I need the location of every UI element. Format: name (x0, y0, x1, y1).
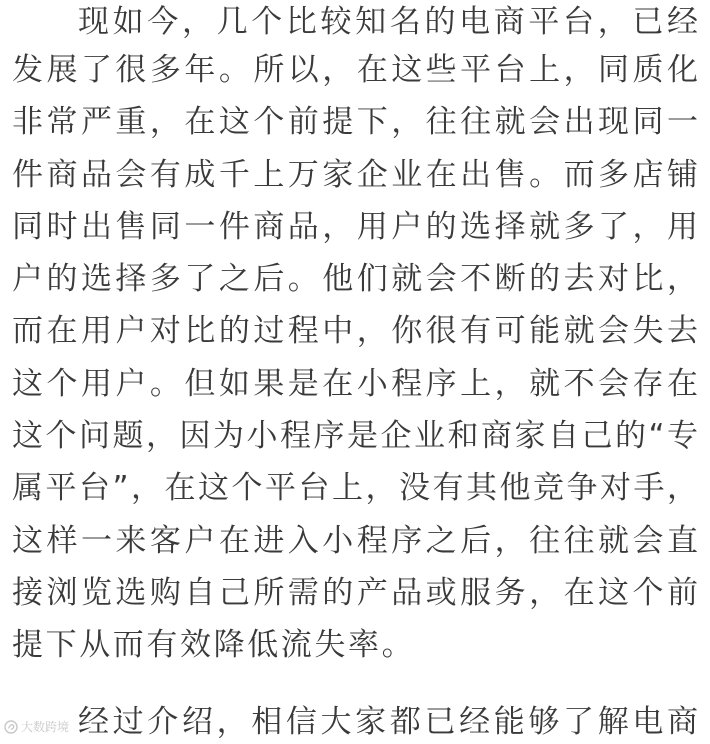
logo-icon (4, 720, 18, 734)
text-line: 发展了很多年。所以，在这些平台上，同质化 (12, 52, 698, 88)
text-line: 属平台”，在这个平台上，没有其他竞争对手， (12, 470, 698, 507)
text-line: 件商品会有成千上万家企业在出售。而多店铺 (12, 156, 698, 193)
text-line: 这个用户。但如果是在小程序上，就不会存在 (12, 365, 698, 402)
text-line: 这样一来客户在进入小程序之后，往往就会直 (12, 522, 698, 559)
watermark-text: 大数跨境 (21, 720, 70, 734)
text-line: 户的选择多了之后。他们就会不断的去对比， (12, 261, 698, 298)
article-body (12, 0, 698, 744)
text-line: 同时出售同一件商品，用户的选择就多了，用 (12, 208, 698, 245)
paragraph-2 (12, 700, 698, 744)
text-line: 经过介绍，相信大家都已经能够了解电商 (78, 703, 698, 740)
text-line: 这个问题，因为小程序是企业和商家自己的“专 (12, 418, 698, 455)
text-line: 接浏览选购自己所需的产品或服务，在这个前 (12, 574, 698, 611)
watermark (4, 718, 69, 736)
text-line: 而在用户对比的过程中，你很有可能就会失去 (12, 313, 698, 350)
paragraph-1 (12, 0, 698, 672)
text-line: 提下从而有效降低流失率。 (12, 627, 416, 664)
text-line: 非常严重，在这个前提下，往往就会出现同一 (12, 104, 698, 141)
text-line: 现如今，几个比较知名的电商平台，已经 (78, 4, 698, 40)
